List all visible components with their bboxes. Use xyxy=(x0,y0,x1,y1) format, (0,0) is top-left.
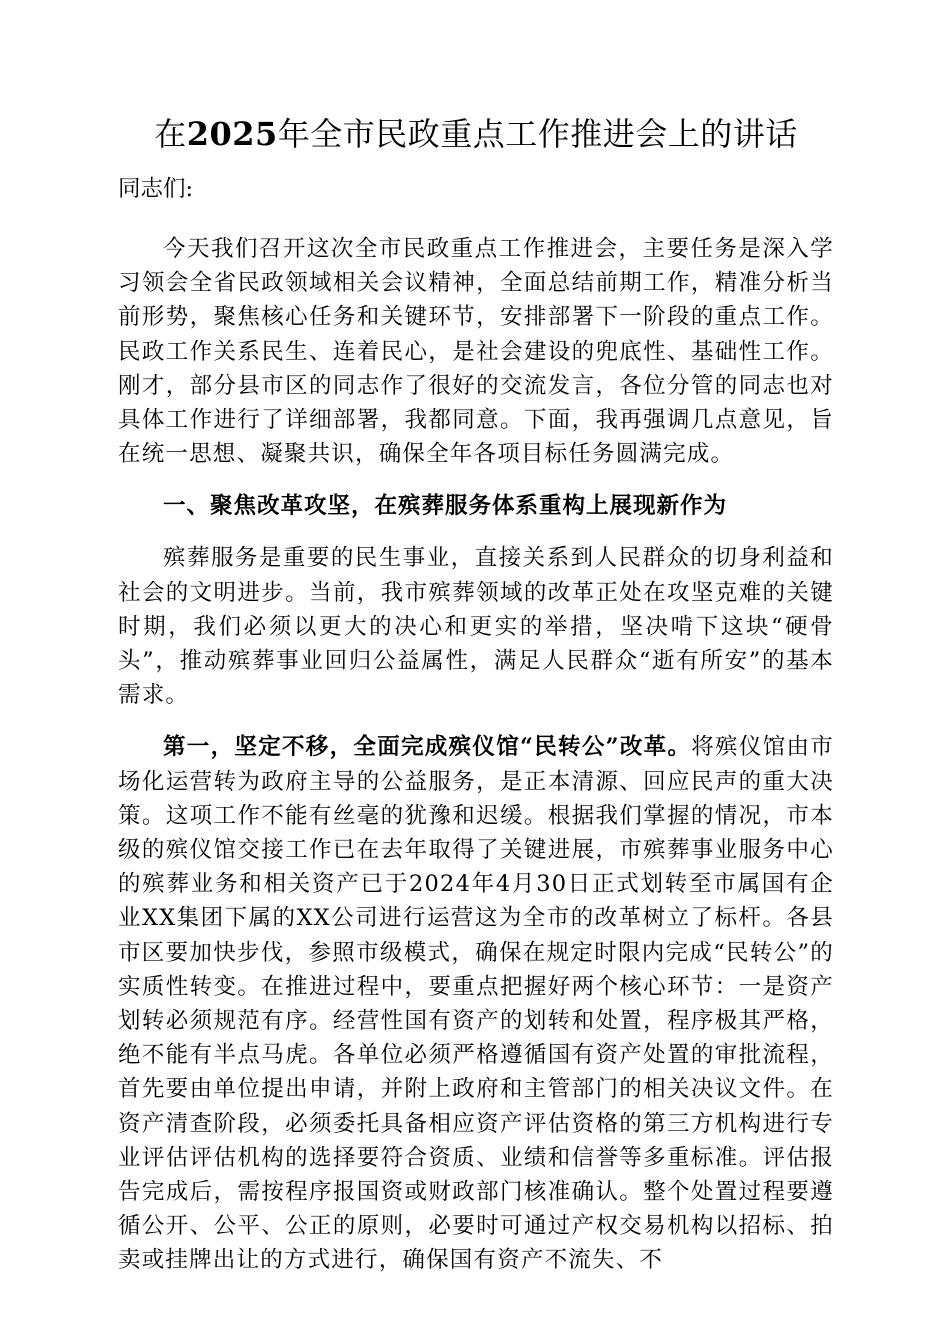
title-year: 2025 xyxy=(186,115,278,153)
point-1-body: 将殡仪馆由市场化运营转为政府主导的公益服务，是正本清源、回应民声的重大决策。这项工作不能有丝毫的犹豫和迟缓。根据我们掌握的情况，市本级的殡仪馆交接工作已在去年取得了关键进展，市殡葬事业服务中心的殡葬业务和相关资产已于2024年4月30日正式划转至市属国有企业XX集团下属的XX公司进行运营这为全市的改革树立了标杆。各县市区要加快步伐，参照市级模式，确保在规定时限内完成“民转公”的实质性转变。在推进过程中，要重点把握好两个核心环节：一是资产划转必须规范有序。经营性国有资产的划转和处置，程序极其严格，绝不能有半点马虎。各单位必须严格遵循国有资产处置的审批流程，首先要由单位提出申请，并附上政府和主管部门的相关决议文件。在资产清查阶段，必须委托具备相应资产评估资格的第三方机构进行专业评估评估机构的选择要符合资质、业绩和信誉等多重标准。评估报告完成后，需按程序报国资或财政部门核准确认。整个处置过程要遵循公开、公平、公正的原则，必要时可通过产权交易机构以招标、拍卖或挂牌出让的方式进行，确保国有资产不流失、不 xyxy=(118,734,834,1274)
intro-paragraph: 今天我们召开这次全市民政重点工作推进会，主要任务是深入学习领会全省民政领域相关会议精神，全面总结前期工作，精准分析当前形势，聚焦核心任务和关键环节，安排部署下一阶段的重点工作。民政工作关系民生、连着民心，是社会建设的兜底性、基础性工作。刚才，部分县市区的同志作了很好的交流发言，各位分管的同志也对具体工作进行了详细部署，我都同意。下面，我再强调几点意见，旨在统一思想、凝聚共识，确保全年各项目标任务圆满完成。 xyxy=(118,236,834,468)
title-prefix: 在 xyxy=(154,115,187,153)
title-suffix: 年全市民政重点工作推进会上的讲话 xyxy=(277,115,798,153)
section-heading-1: 一、聚焦改革攻坚，在殡葬服务体系重构上展现新作为 xyxy=(163,493,728,520)
document-title xyxy=(118,110,834,158)
document-page xyxy=(118,110,834,1296)
salutation: 同志们: xyxy=(118,176,194,202)
section-1-paragraph: 殡葬服务是重要的民生事业，直接关系到人民群众的切身利益和社会的文明进步。当前，我市殡葬领域的改革正处在攻坚克难的关键时期，我们必须以更大的决心和更实的举措，坚决啃下这块“硬骨头”，推动殡葬事业回归公益属性，满足人民群众“逝有所安”的基本需求。 xyxy=(118,545,834,709)
point-1-paragraph xyxy=(118,730,834,1277)
point-1-lead: 第一，坚定不移，全面完成殡仪馆“民转公”改革。 xyxy=(163,734,692,761)
